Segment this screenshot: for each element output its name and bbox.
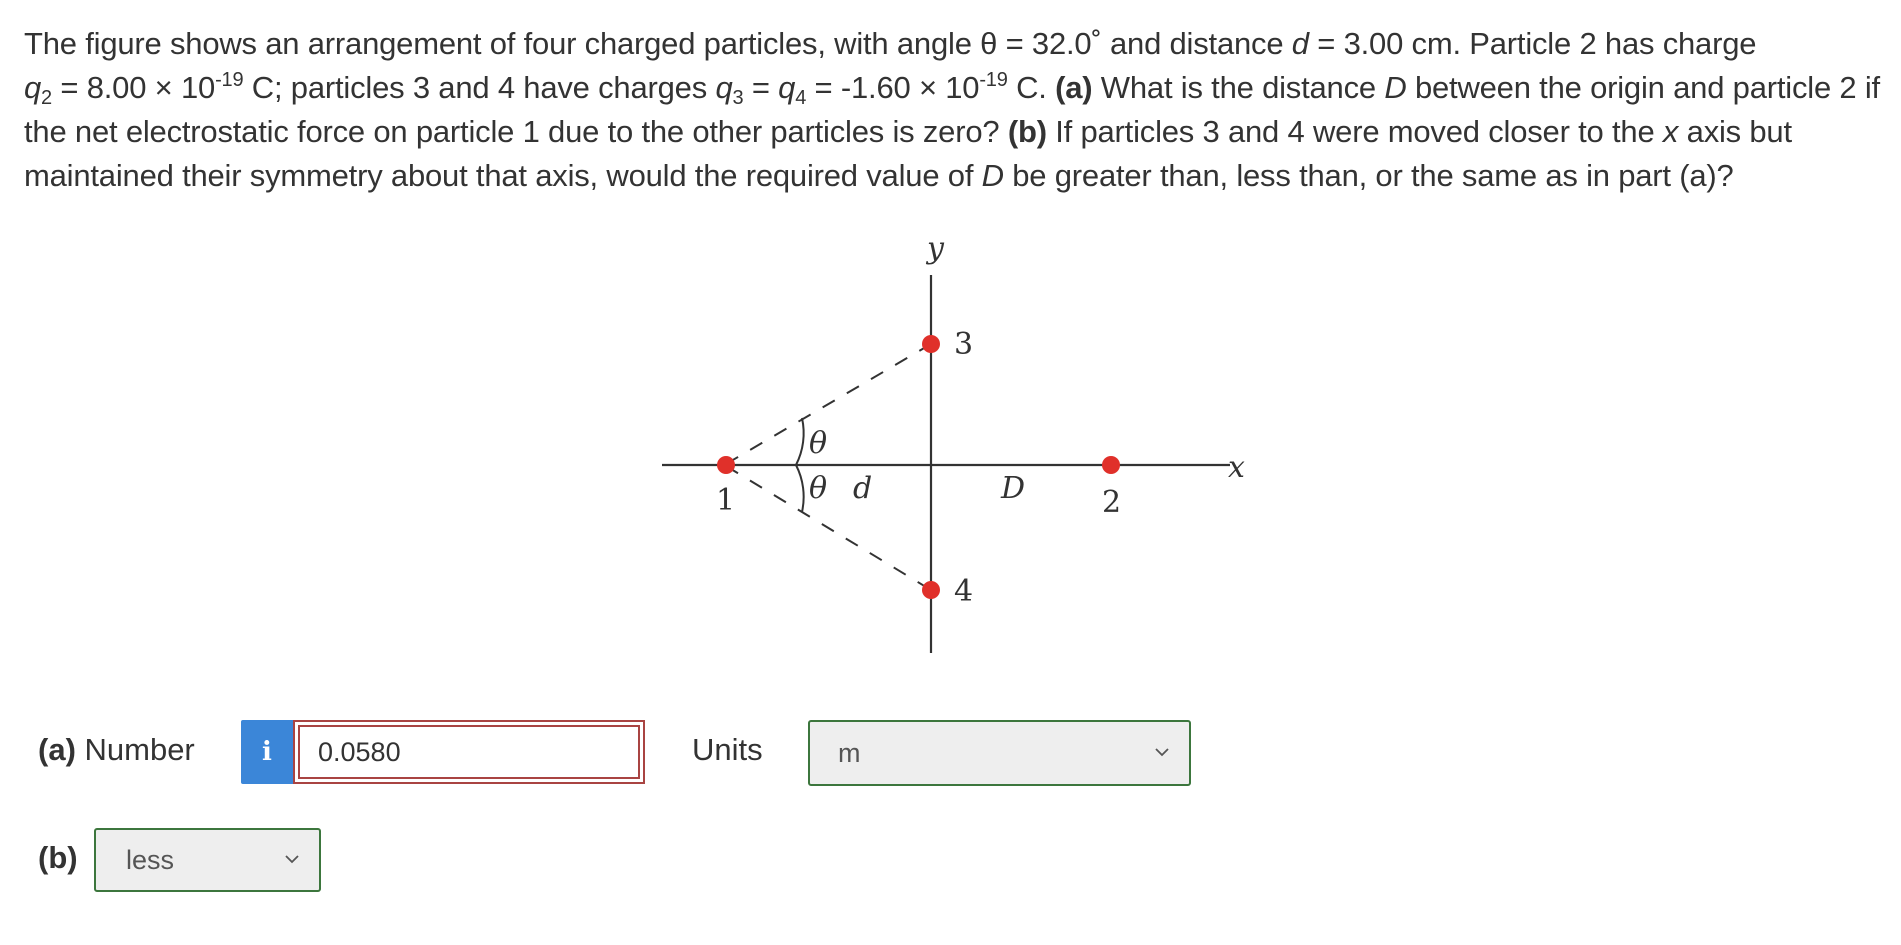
problem-statement: The figure shows an arrangement of four charged particles, with angle θ = 32.0˚ and distance d = 3.00 cm. Particle 2 has charge $q_2 = 8.00 \times 10^{-19}$ C; particles 3 and 4 have charges $q_3 = q_4 = -1.60 \times 10^{-19}$ C. (a) What is the distance D between the origin and particle 2 if the net electrostatic force on particle 1 due to the other particles is zero? (b) If particles 3 and 4 were moved closer to the x axis but maintained their symmetry about that axis, would the required value of D be greater than, less than, or the same as in part (a)? [24, 26, 1880, 193]
number-answer-input[interactable] [298, 725, 640, 779]
dashed-line-1-to-4 [726, 466, 931, 590]
part-b-selected-value: less [126, 844, 175, 875]
chevron-down-icon [1145, 743, 1179, 763]
units-selected-value: m [838, 737, 861, 768]
particle-4-label: 4 [954, 574, 974, 609]
part-b-select[interactable] [94, 828, 321, 892]
dashed-line-1-to-3 [726, 344, 931, 464]
theta-lower-label: θ [809, 471, 828, 506]
number-input-frame [293, 720, 645, 784]
particle-3-label: 3 [954, 327, 974, 362]
D-distance-label: D [1001, 471, 1026, 506]
particle-4-dot [922, 581, 940, 599]
theta-arc-lower [796, 465, 804, 512]
d-distance-label: d [853, 471, 873, 506]
theta-upper-label: θ [809, 426, 828, 461]
particle-3-dot [922, 335, 940, 353]
theta-arc-upper [796, 418, 804, 465]
x-axis-label: x [1228, 450, 1245, 485]
particle-1-label: 1 [716, 483, 736, 518]
y-axis-label: y [927, 231, 944, 266]
part-a-number-label: (a) Number [38, 732, 195, 767]
units-label: Units [692, 732, 763, 767]
part-b-label: (b) [38, 840, 78, 875]
info-button[interactable] [241, 720, 293, 784]
info-icon: i [262, 737, 272, 767]
charge-arrangement-figure [655, 228, 1255, 664]
particle-1-dot [717, 456, 735, 474]
chevron-down-icon [275, 850, 309, 870]
units-select[interactable] [808, 720, 1191, 786]
particle-2-label: 2 [1102, 485, 1122, 520]
particle-2-dot [1102, 456, 1120, 474]
